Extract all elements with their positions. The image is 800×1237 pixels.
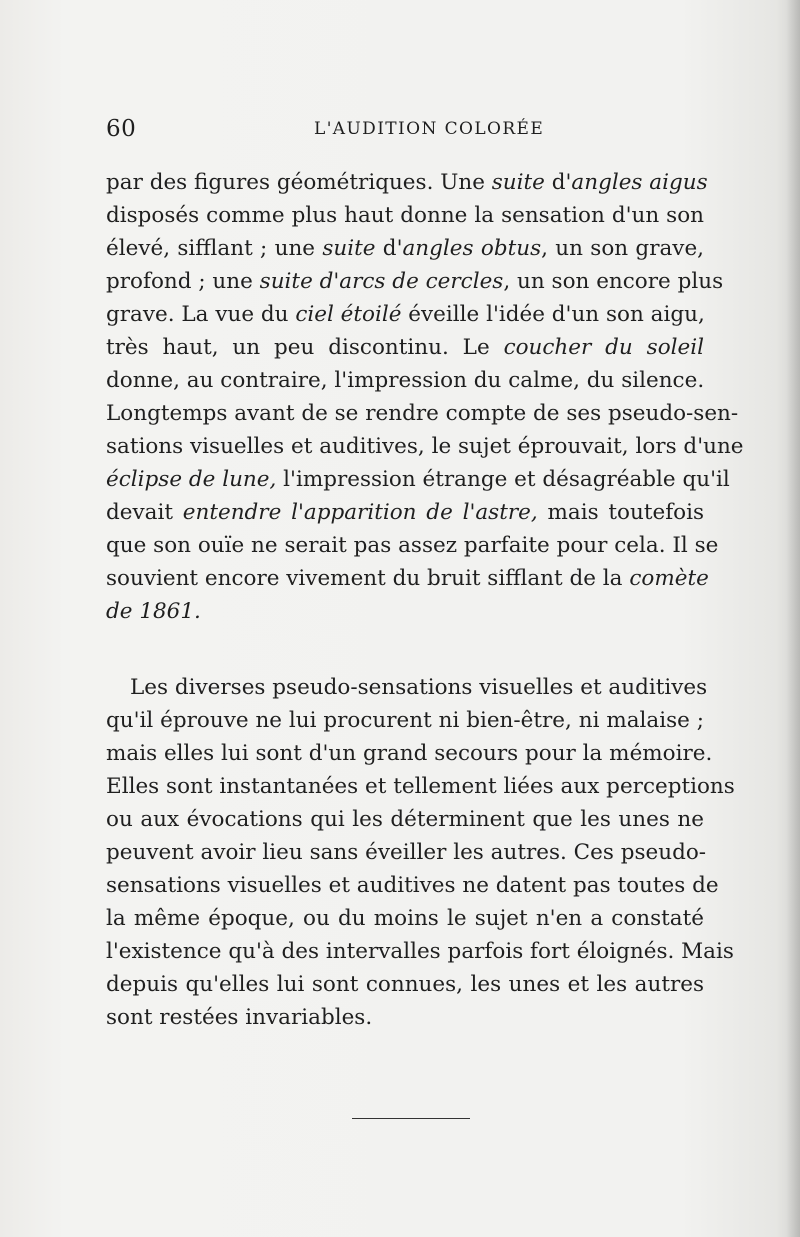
page-header (106, 116, 706, 146)
paragraph-gap (106, 628, 704, 671)
text-line: disposés comme plus haut donne la sensation d'un son (106, 203, 704, 228)
text-line: devait entendre l'apparition de l'astre, mais toutefois (106, 500, 705, 525)
text-line: éclipse de lune, l'impression étrange et désagréable qu'il (106, 467, 730, 492)
page-number: 60 (106, 116, 137, 142)
paragraph-1 (106, 166, 744, 628)
text-line: l'existence qu'à des intervalles parfois fort éloignés. Mais (106, 939, 734, 964)
text-line: sations visuelles et auditives, le sujet éprouvait, lors d'une (106, 434, 744, 459)
text-line: Les diverses pseudo-sensations visuelles et auditives (130, 675, 708, 700)
text-line: la même époque, ou du moins le sujet n'en a constaté (106, 906, 704, 931)
body-text (106, 166, 744, 1034)
text-line: depuis qu'elles lui sont connues, les unes et les autres (106, 972, 704, 997)
text-line: élevé, sifflant ; une suite d'angles obtus, un son grave, (106, 236, 704, 261)
text-line: souvient encore vivement du bruit sifflant de la comète (106, 566, 709, 591)
text-line: grave. La vue du ciel étoilé éveille l'idée d'un son aigu, (106, 302, 705, 327)
text-line: donne, au contraire, l'impression du calme, du silence. (106, 368, 705, 393)
text-line: très haut, un peu discontinu. Le coucher du soleil (106, 335, 704, 360)
text-line: ou aux évocations qui les déterminent que les unes ne (106, 807, 704, 832)
text-line: sensations visuelles et auditives ne datent pas toutes de (106, 873, 719, 898)
running-head: L'AUDITION COLORÉE (314, 119, 545, 139)
text-line: qu'il éprouve ne lui procurent ni bien-être, ni malaise ; (106, 708, 704, 733)
text-line: Elles sont instantanées et tellement liées aux perceptions (106, 774, 735, 799)
text-line: mais elles lui sont d'un grand secours pour la mémoire. (106, 741, 713, 766)
text-line: que son ouïe ne serait pas assez parfaite pour cela. Il se (106, 533, 719, 558)
text-line: de 1861. (106, 599, 201, 624)
section-end-rule (352, 1118, 470, 1119)
text-line: par des figures géométriques. Une suite d'angles aigus (106, 170, 708, 195)
page-edge-shadow (786, 0, 800, 1237)
text-line: Longtemps avant de se rendre compte de ses pseudo-sen- (106, 401, 739, 426)
text-line: profond ; une suite d'arcs de cercles, un son encore plus (106, 269, 724, 294)
text-line: sont restées invariables. (106, 1005, 373, 1030)
paragraph-2 (106, 671, 735, 1034)
text-line: peuvent avoir lieu sans éveiller les autres. Ces pseudo- (106, 840, 707, 865)
